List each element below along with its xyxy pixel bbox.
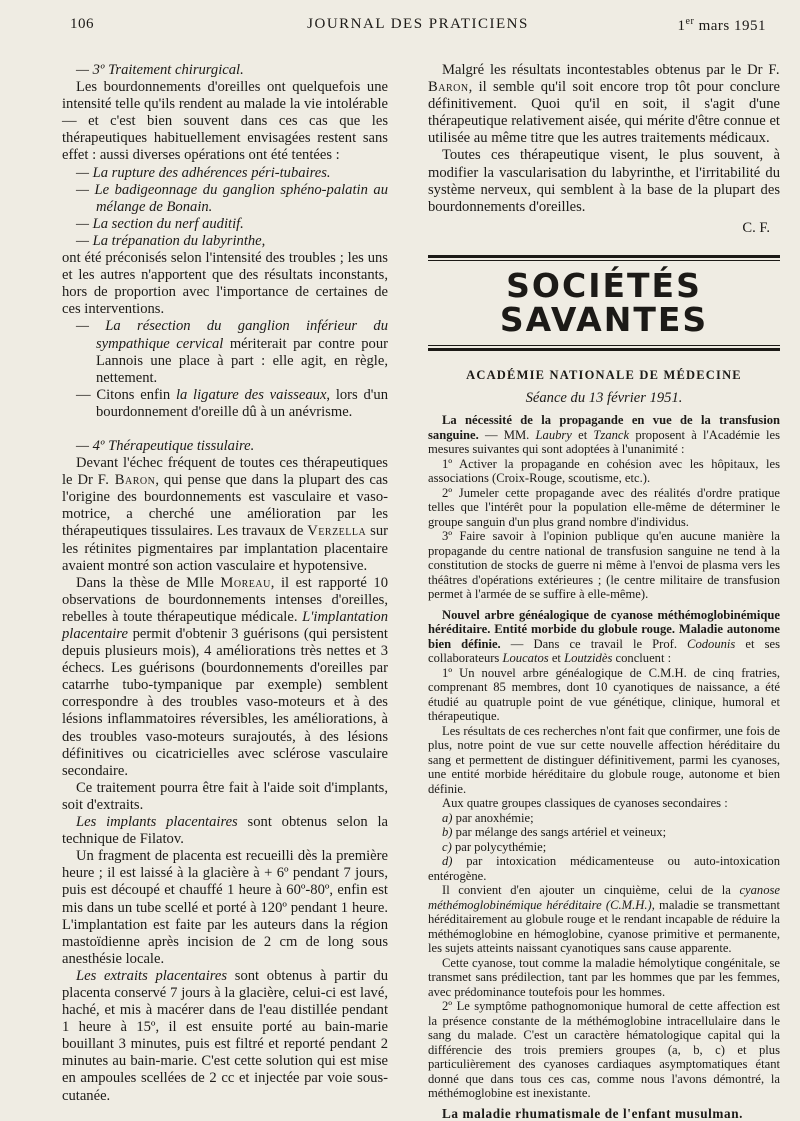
paragraph: ont été préconisés selon l'intensité des troubles ; les uns et les autres n'apportent que des résultats inconstants, hors de proportion avec l'importance de certaines de ces interventions.: [62, 250, 388, 318]
paragraph: Il convient d'en ajouter un cinquième, celui de la cyanose méthémoglobinémique héréditaire (C.M.H.), maladie se transmettant héréditairement au globule rouge et le rendant incapable de réduire la méthémoglobine en hémoglobine, cyanose primitive et permanente, les sujets atteints naissant cyanotiques sans cause apparente.: [428, 883, 780, 956]
subheading-surgical: — 3º Traitement chirurgical.: [76, 62, 244, 78]
paragraph: Dans la thèse de Mlle Moreau, il est rapporté 10 observations de bourdonnements intenses d'oreilles, rebelles à toute thérapeutique médicale. L'implantation placentaire permit d'obtenir 3 guérisons (qui persistent depuis plusieurs mois), 4 améliorations très nettes et 3 échecs. Les guérisons (bourdonnements d'oreilles par catarrhe tubo-tympanique par exemple) semblent correspondre à des troubles vaso-moteurs et à des lésions inflammatoires réversibles, les améliorations, à des troubles vaso-moteurs surajoutés, à des lésions définitives ou cicatricielles avec sclérose vasculaire secondaire.: [62, 574, 388, 779]
paragraph: Toutes ces thérapeutique visent, le plus souvent, à modifier la vascularisation du labyrinthe, et l'irritabilité du système nerveux, qui semblent à la base de la plupart des bourdonnements d'oreilles.: [428, 147, 780, 215]
paragraph: 1º Un nouvel arbre généalogique de C.M.H. de cinq fratries, comprenant 85 membres, dont 10 cyanotiques de naissance, a été étudié au quatruple point de vue génétique, clinique, humoral et thérapeutique.: [428, 665, 780, 724]
report-entry: La nécessité de la propagande en vue de la transfusion sanguine. — MM. Laubry et Tzanck proposent à l'Académie les mesures suivantes qui sont adoptées à l'unanimité :: [428, 413, 780, 457]
list-item: — Le badigeonnage du ganglion sphéno-palatin au mélange de Bonain.: [76, 181, 388, 215]
report-entry: Nouvel arbre généalogique de cyanose méthémoglobinémique héréditaire. Entité morbide du globule rouge. Maladie autonome bien définie. — Dans ce travail le Prof. Codounis et ses collaborateurs Loucatos et Loutzidès concluent :: [428, 607, 780, 666]
paragraph: Malgré les résultats incontestables obtenus par le Dr F. Baron, il semble qu'il soit encore trop tôt pour conclure définitivement. Quoi qu'il en soit, il s'agit d'une thérapeutique relativement aisée, qui mérite d'être connue et utilisée au même titre que les autres traitements médicaux.: [428, 62, 780, 147]
list-item: b) par mélange des sangs artériel et veineux;: [442, 825, 667, 840]
issue-date: 1er mars 1951: [677, 16, 766, 34]
page-header: [64, 14, 772, 38]
author-signature: C. F.: [742, 219, 770, 236]
page-number: 106: [70, 16, 94, 32]
paragraph: Devant l'échec fréquent de toutes ces thérapeutiques le Dr F. Baron, qui pense que dans la plupart des cas l'origine des bourdonnements est vasculaire et vaso-motrice, a cherché une amélioration par les thérapeutiques tissulaires. Les travaux de Verzella sur les rétinites pigmentaires par implantation placentaire avaient montré son action vasculaire et hypotensive.: [62, 455, 388, 574]
paragraph: Les implants placentaires sont obtenus selon la technique de Filatov.: [62, 814, 388, 848]
paragraph: Les extraits placentaires sont obtenus à partir du placenta conservé 7 jours à la glacière, celui-ci est lavé, haché, et mis à macérer dans de l'eau distillée pendant 1 heure à 15º, il est ensuite porté au bain-marie bouillant 3 minutes, puis est filtré et reporté pendant 2 minutes au bain-marie. C'est cette solution qui est mise en ampoules scellées de 2 cc et injectée par voie sous-cutanée.: [62, 967, 388, 1104]
paragraph: Un fragment de placenta est recueilli dès la première heure ; il est laissé à la glacière à + 6º pendant 7 jours, puis est découpé et chauffé 1 heure à 60º-80º, enfin est mis dans un tube scellé et porté à 120º pendant 1 heure. L'implantation est faite par les auteurs dans la région mastoïdienne après incision de 2 cm de long sous anesthésie locale.: [62, 848, 388, 967]
journal-title: JOURNAL DES PRATICIENS: [307, 16, 529, 32]
list-item: 1º Activer la propagande en cohésion avec les hôpitaux, les associations (Croix-Rouge, scoutisme, etc.).: [428, 456, 780, 486]
section-societes-savantes: [428, 255, 780, 351]
section-title: SOCIÉTÉS SAVANTES: [499, 265, 709, 339]
list-item: — La résection du ganglion inférieur du sympathique cervical mériterait par contre pour Lannois une place à part : elle agit, en règle, nettement.: [76, 318, 388, 386]
list-item: — La rupture des adhérences péri-tubaires.: [76, 164, 331, 181]
left-column: [62, 62, 388, 1105]
subheading-tissue-therapy: — 4º Thérapeutique tissulaire.: [76, 437, 255, 454]
list-item: — La trépanation du labyrinthe,: [76, 232, 266, 249]
paragraph: Les bourdonnements d'oreilles ont quelquefois une intensité telle qu'ils rendent au malade la vie intolérable — et c'est bien souvent dans ces cas que les thérapeutiques habituellement envisagées restent sans effet : aussi diverses opérations ont été tentées :: [62, 79, 388, 164]
list-item: c) par polycythémie;: [442, 839, 547, 854]
list-item: a) par anoxhémie;: [442, 810, 534, 825]
list-item: d) par intoxication médicamenteuse ou auto-intoxication entérogène.: [428, 854, 780, 883]
paragraph: Les résultats de ces recherches n'ont fait que confirmer, une fois de plus, notre point de vue sur cette nouvelle affection héréditaire du sang et permettent de distinguer définitivement, parmi les cyanoses, une entité morbide héréditaire du globule rouge, autonome et bien définie.: [428, 723, 780, 796]
list-item: — Citons enfin la ligature des vaisseaux, lors d'un bourdonnement d'oreille dû à un anévrisme.: [76, 386, 388, 420]
list-item: — La section du nerf auditif.: [76, 215, 244, 232]
paragraph: 2º Le symptôme pathognomonique humoral de cette affection est la présence constante de la méthémoglobine intracellulaire dans le sang du malade. C'est un caractère hématologique capital qui la différencie des trois premiers groupes (a, b, c) et plus particulièrement des cyanoses cardiaques asymptomatiques étant donné que dans tous ces cas, comme nous l'avons démontré, la méthémoglobine est inexistante.: [428, 999, 780, 1101]
paragraph: Aux quatre groupes classiques de cyanoses secondaires :: [442, 796, 728, 811]
academy-heading: ACADÉMIE NATIONALE DE MÉDECINE: [466, 367, 742, 382]
paragraph: Ce traitement pourra être fait à l'aide soit d'implants, soit d'extraits.: [62, 779, 388, 813]
paragraph: Cette cyanose, tout comme la maladie hémolytique congénitale, se transmet sans prédilection, tant par les hommes que par les femmes, avec prédominance toutefois pour les hommes.: [428, 955, 780, 999]
divider: [428, 348, 780, 351]
list-item: 3º Faire savoir à l'opinion publique qu'en aucune manière la propagande du centre national de transfusion sanguine ne tend à la constitution de stocks de guerre ni même à l'envoi de plasma vers les théâtres d'opérations extérieures ; (le centre militaire de transfusion permet à l'armée de se suffire à elle-même).: [428, 529, 780, 602]
list-item: 2º Jumeler cette propagande avec des réalités d'ordre pratique telles que l'intérêt pour la population elle-même de déterminer le groupe sanguin d'un plus grand nombre d'individus.: [428, 485, 780, 529]
session-report: [428, 413, 780, 1121]
session-date: Séance du 13 février 1951.: [525, 390, 683, 407]
report-entry-title: La maladie rhumatismale de l'enfant musulman.: [442, 1105, 744, 1121]
right-column: [428, 62, 780, 1121]
